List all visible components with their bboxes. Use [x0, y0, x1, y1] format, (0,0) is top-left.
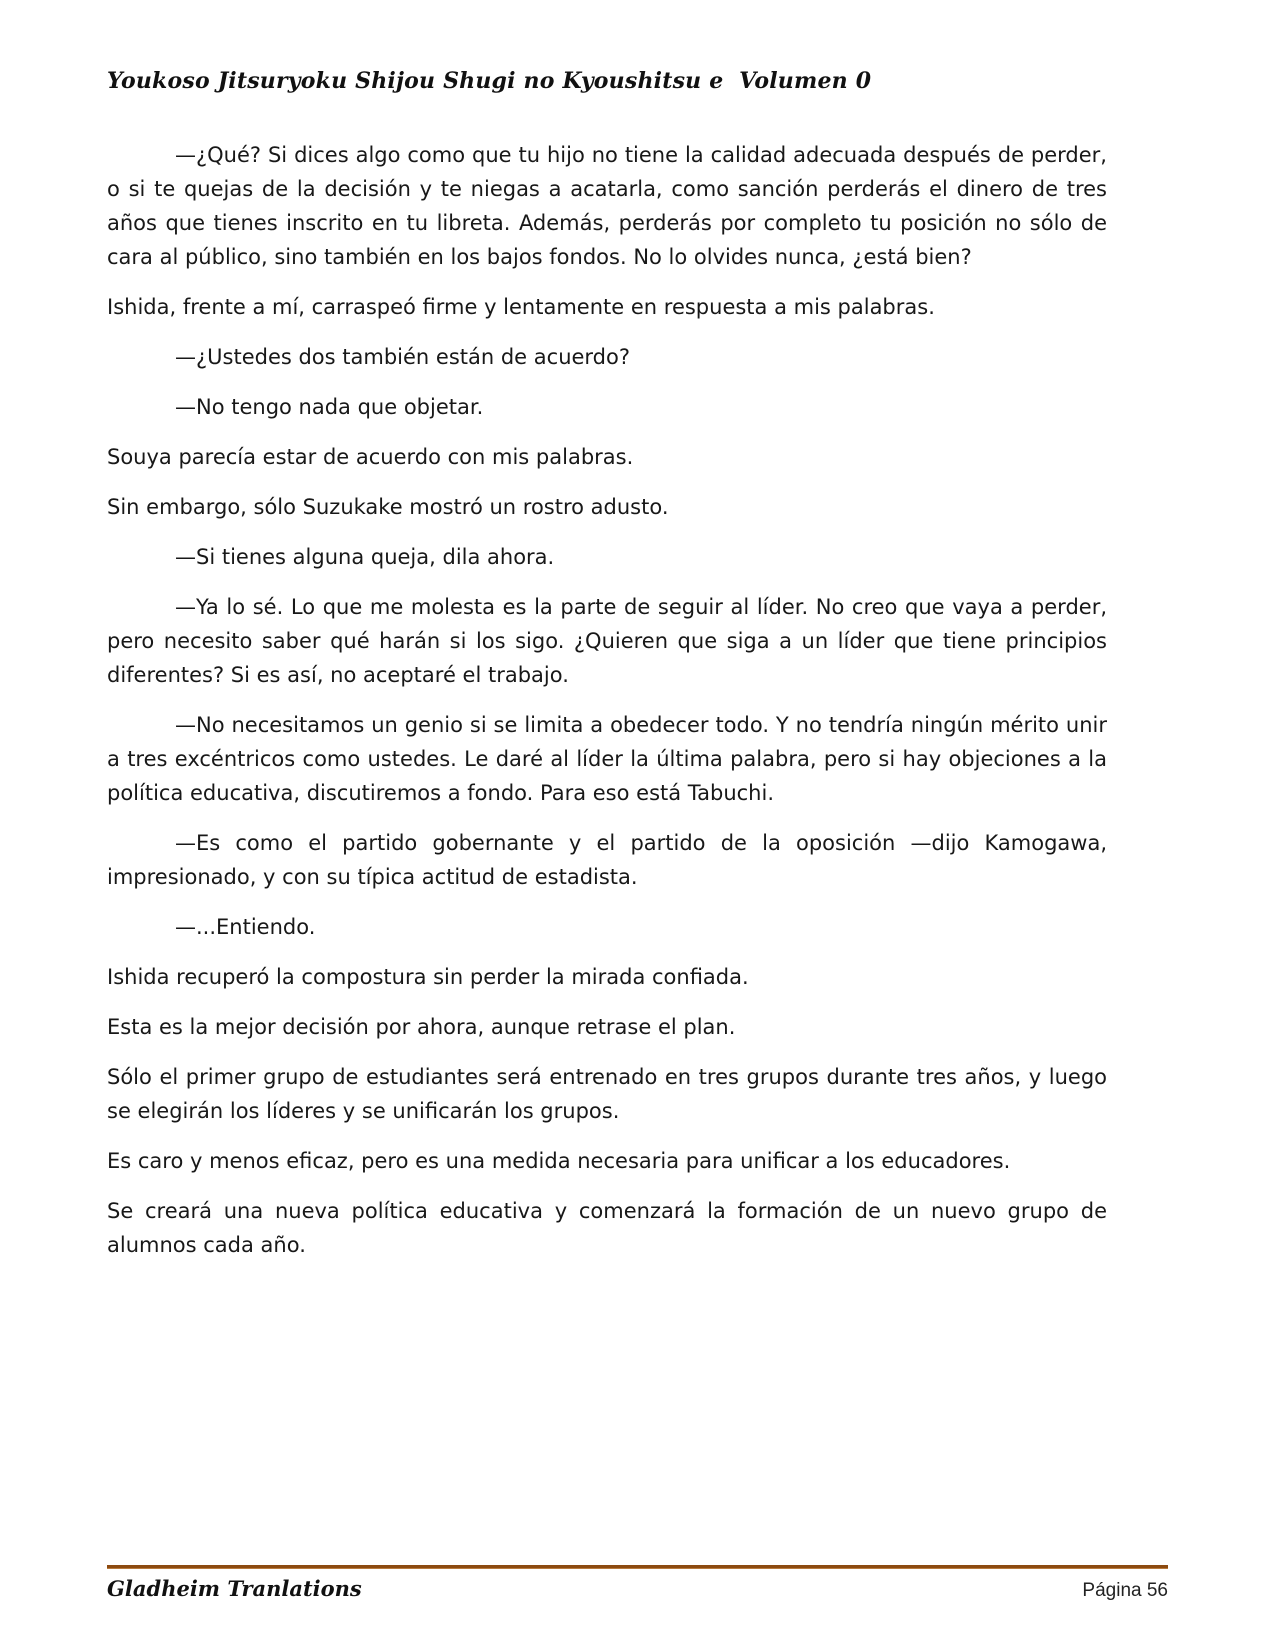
- footer-row: [107, 1576, 1168, 1602]
- footer-rule: [107, 1565, 1168, 1569]
- footer-translator-credit: Gladheim Tranlations: [107, 1576, 362, 1601]
- paragraph: Esta es la mejor decisión por ahora, aunque retrase el plan.: [107, 1015, 736, 1039]
- paragraph: —Si tienes alguna queja, dila ahora.: [175, 545, 555, 569]
- paragraph: —¿Qué? Si dices algo como que tu hijo no tiene la calidad adecuada después de perder, o si te quejas de la decisión y te niegas a acatarla, como sanción perderás el dinero de tres años que tienes inscrito en tu libreta. Además, perderás por completo tu posición no sólo de cara al público, sino también en los bajos fondos. No lo olvides nunca, ¿está bien?: [107, 143, 1107, 269]
- paragraph: —...Entiendo.: [175, 915, 316, 939]
- paragraph: Sin embargo, sólo Suzukake mostró un rostro adusto.: [107, 495, 669, 519]
- paragraph: Sólo el primer grupo de estudiantes será entrenado en tres grupos durante tres años, y luego se elegirán los líderes y se unificarán los grupos.: [107, 1065, 1107, 1123]
- document-body: [107, 138, 1107, 1278]
- footer-page-number: Página 56: [1082, 1580, 1168, 1601]
- paragraph: Ishida recuperó la compostura sin perder la mirada confiada.: [107, 965, 749, 989]
- paragraph: —Es como el partido gobernante y el partido de la oposición —dijo Kamogawa, impresionado, y con su típica actitud de estadista.: [107, 831, 1107, 889]
- paragraph: —No necesitamos un genio si se limita a obedecer todo. Y no tendría ningún mérito unir a tres excéntricos como ustedes. Le daré al líder la última palabra, pero si hay objeciones a la política educativa, discutiremos a fondo. Para eso está Tabuchi.: [107, 713, 1107, 805]
- paragraph: Souya parecía estar de acuerdo con mis palabras.: [107, 445, 634, 469]
- paragraph: Se creará una nueva política educativa y comenzará la formación de un nuevo grupo de alumnos cada año.: [107, 1199, 1107, 1257]
- paragraph: Es caro y menos eficaz, pero es una medida necesaria para unificar a los educadores.: [107, 1149, 1011, 1173]
- paragraph: Ishida, frente a mí, carraspeó firme y lentamente en respuesta a mis palabras.: [107, 295, 935, 319]
- page-footer: [107, 1565, 1168, 1602]
- paragraph: —¿Ustedes dos también están de acuerdo?: [175, 345, 631, 369]
- page-header-title: Youkoso Jitsuryoku Shijou Shugi no Kyoushitsu e Volumen 0: [107, 68, 872, 94]
- paragraph: —Ya lo sé. Lo que me molesta es la parte de seguir al líder. No creo que vaya a perder, pero necesito saber qué harán si los sigo. ¿Quieren que siga a un líder que tiene principios diferentes? Si es así, no aceptaré el trabajo.: [107, 595, 1107, 687]
- paragraph: —No tengo nada que objetar.: [175, 395, 484, 419]
